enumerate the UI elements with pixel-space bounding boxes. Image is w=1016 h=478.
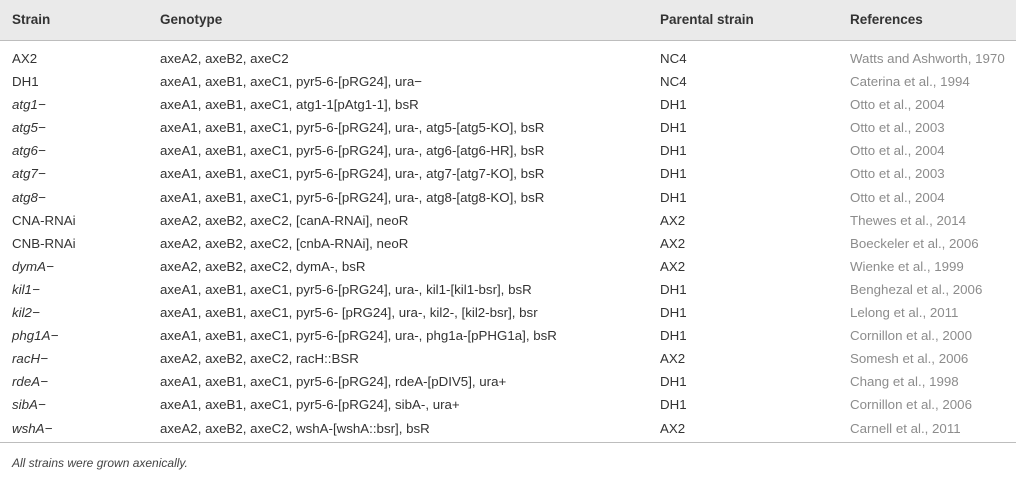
cell-genotype: axeA2, axeB2, axeC2, [canA-RNAi], neoR	[160, 212, 409, 228]
cell-parental-strain: AX2	[660, 420, 686, 436]
table-row	[0, 48, 1016, 71]
cell-reference: Cornillon et al., 2000	[850, 328, 972, 344]
cell-genotype: axeA1, axeB1, axeC1, pyr5-6-[pRG24], ura-, atg6-[atg6-HR], bsR	[160, 143, 545, 159]
cell-genotype: axeA1, axeB1, axeC1, pyr5-6-[pRG24], ura-, phg1a-[pPHG1a], bsR	[160, 328, 557, 344]
cell-parental-strain: AX2	[660, 212, 686, 228]
cell-parental-strain: AX2	[660, 235, 686, 251]
cell-parental-strain: DH1	[660, 97, 687, 113]
cell-parental-strain: DH1	[660, 305, 687, 321]
cell-parental-strain: DH1	[660, 328, 687, 344]
header-genotype: Genotype	[160, 12, 223, 27]
header-parental-strain: Parental strain	[660, 12, 754, 27]
table-row	[0, 256, 1016, 279]
table-row	[0, 140, 1016, 163]
cell-strain: dymA−	[12, 258, 54, 274]
cell-genotype: axeA1, axeB1, axeC1, pyr5-6-[pRG24], ura-, kil1-[kil1-bsr], bsR	[160, 281, 532, 297]
table-header	[0, 0, 1016, 41]
cell-parental-strain: DH1	[660, 397, 687, 413]
cell-parental-strain: DH1	[660, 374, 687, 390]
cell-reference: Benghezal et al., 2006	[850, 281, 983, 297]
cell-strain: CNB-RNAi	[12, 235, 76, 251]
cell-genotype: axeA1, axeB1, axeC1, pyr5-6-[pRG24], ura−	[160, 74, 423, 90]
cell-reference: Watts and Ashworth, 1970	[850, 51, 1005, 66]
table-row	[0, 279, 1016, 302]
cell-genotype: axeA1, axeB1, axeC1, pyr5-6-[pRG24], rdeA-[pDIV5], ura+	[160, 374, 507, 390]
cell-reference: Wienke et al., 1999	[850, 258, 964, 274]
table-footnote: All strains were grown axenically.	[12, 456, 188, 470]
cell-parental-strain: NC4	[660, 74, 687, 90]
cell-strain: DH1	[12, 74, 39, 90]
cell-genotype: axeA1, axeB1, axeC1, pyr5-6-[pRG24], sibA-, ura+	[160, 397, 460, 413]
cell-strain: atg8−	[12, 189, 46, 205]
cell-reference: Thewes et al., 2014	[850, 212, 967, 228]
table-row	[0, 302, 1016, 325]
table-body	[0, 48, 1016, 441]
cell-reference: Boeckeler et al., 2006	[850, 235, 979, 251]
table-row	[0, 394, 1016, 417]
cell-genotype: axeA1, axeB1, axeC1, pyr5-6-[pRG24], ura-, atg5-[atg5-KO], bsR	[160, 120, 545, 136]
cell-parental-strain: AX2	[660, 258, 686, 274]
cell-genotype: axeA1, axeB1, axeC1, pyr5-6- [pRG24], ura-, kil2-, [kil2-bsr], bsr	[160, 305, 538, 321]
cell-genotype: axeA2, axeB2, axeC2, racH::BSR	[160, 351, 359, 367]
cell-reference: Otto et al., 2004	[850, 189, 945, 205]
cell-strain: rdeA−	[12, 374, 48, 390]
cell-genotype: axeA1, axeB1, axeC1, pyr5-6-[pRG24], ura-, atg8-[atg8-KO], bsR	[160, 189, 545, 205]
cell-strain: AX2	[12, 51, 38, 66]
cell-strain: atg5−	[12, 120, 46, 136]
cell-genotype: axeA1, axeB1, axeC1, pyr5-6-[pRG24], ura-, atg7-[atg7-KO], bsR	[160, 166, 545, 182]
table-row	[0, 117, 1016, 140]
table-bottom-rule	[0, 442, 1016, 443]
cell-parental-strain: DH1	[660, 281, 687, 297]
cell-strain: atg6−	[12, 143, 46, 159]
table-row	[0, 418, 1016, 441]
cell-parental-strain: DH1	[660, 166, 687, 182]
header-references: References	[850, 12, 923, 27]
cell-reference: Lelong et al., 2011	[850, 305, 959, 321]
cell-reference: Caterina et al., 1994	[850, 74, 970, 90]
cell-strain: kil2−	[12, 305, 40, 321]
table-row	[0, 71, 1016, 94]
cell-strain: kil1−	[12, 281, 40, 297]
cell-strain: atg7−	[12, 166, 46, 182]
cell-strain: sibA−	[12, 397, 46, 413]
header-strain: Strain	[12, 12, 51, 27]
table-row	[0, 187, 1016, 210]
cell-reference: Cornillon et al., 2006	[850, 397, 972, 413]
cell-reference: Otto et al., 2003	[850, 120, 945, 136]
cell-parental-strain: NC4	[660, 51, 687, 66]
cell-reference: Chang et al., 1998	[850, 374, 959, 390]
cell-genotype: axeA1, axeB1, axeC1, atg1-1[pAtg1-1], bsR	[160, 97, 419, 113]
cell-strain: phg1A−	[12, 328, 59, 344]
table-row	[0, 371, 1016, 394]
cell-reference: Otto et al., 2004	[850, 97, 945, 113]
cell-parental-strain: AX2	[660, 351, 686, 367]
table-row	[0, 348, 1016, 371]
table-row	[0, 94, 1016, 117]
cell-genotype: axeA2, axeB2, axeC2, [cnbA-RNAi], neoR	[160, 235, 409, 251]
cell-parental-strain: DH1	[660, 189, 687, 205]
cell-genotype: axeA2, axeB2, axeC2	[160, 51, 289, 66]
cell-genotype: axeA2, axeB2, axeC2, wshA-[wshA::bsr], bsR	[160, 420, 430, 436]
table-row	[0, 210, 1016, 233]
cell-reference: Otto et al., 2003	[850, 166, 945, 182]
cell-reference: Somesh et al., 2006	[850, 351, 969, 367]
cell-reference: Carnell et al., 2011	[850, 420, 961, 436]
cell-reference: Otto et al., 2004	[850, 143, 945, 159]
table-row	[0, 233, 1016, 256]
cell-strain: CNA-RNAi	[12, 212, 76, 228]
cell-strain: racH−	[12, 351, 48, 367]
cell-parental-strain: DH1	[660, 120, 687, 136]
cell-genotype: axeA2, axeB2, axeC2, dymA-, bsR	[160, 258, 366, 274]
table-row	[0, 325, 1016, 348]
cell-strain: wshA−	[12, 420, 53, 436]
cell-strain: atg1−	[12, 97, 46, 113]
table-row	[0, 163, 1016, 186]
cell-parental-strain: DH1	[660, 143, 687, 159]
